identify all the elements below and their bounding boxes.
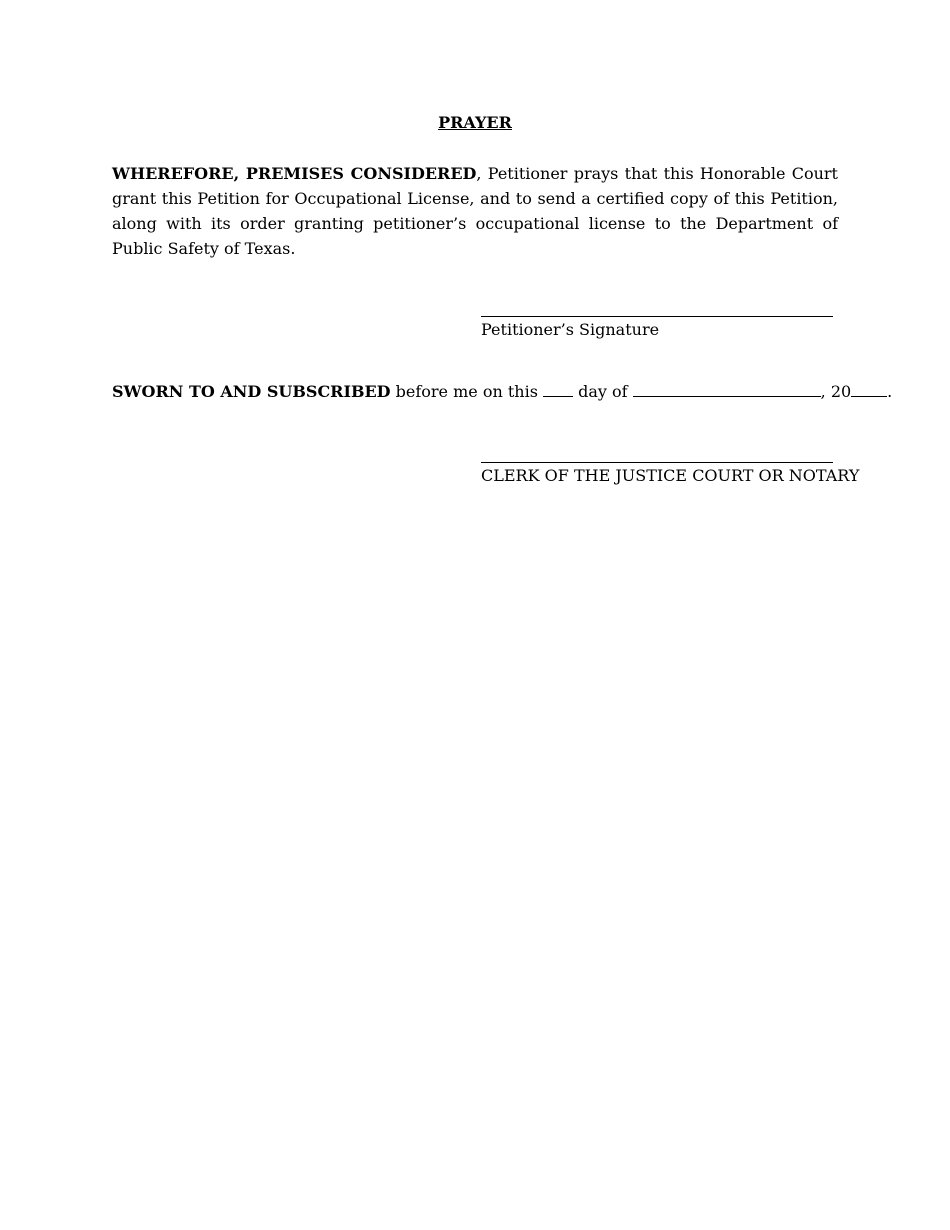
- sworn-lead-bold: SWORN TO AND SUBSCRIBED: [112, 382, 391, 401]
- petitioner-signature-line[interactable]: [481, 316, 833, 317]
- prayer-body: , Petitioner prays that this Honorable Court grant this Petition for Occupational License, and to send a certified copy of this Petition, along with its order granting petitioner’s occupational license to the Department of Public Safety of Texas.: [112, 164, 838, 258]
- clerk-signature-block: [481, 462, 860, 487]
- page-title: PRAYER: [438, 113, 512, 132]
- clerk-signature-line[interactable]: [481, 462, 833, 463]
- sworn-year-prefix: , 20: [820, 382, 852, 401]
- year-blank-field[interactable]: [851, 382, 887, 397]
- month-blank-field[interactable]: [633, 382, 821, 397]
- sworn-statement: [112, 380, 893, 404]
- sworn-day-of-text: day of: [573, 382, 633, 401]
- clerk-signature-caption: CLERK OF THE JUSTICE COURT OR NOTARY: [481, 466, 860, 485]
- prayer-lead-bold: WHEREFORE, PREMISES CONSIDERED: [112, 164, 477, 183]
- petitioner-signature-block: [481, 316, 837, 341]
- petitioner-signature-caption: Petitioner’s Signature: [481, 320, 660, 339]
- sworn-before-text: before me on this: [390, 382, 543, 401]
- sworn-end: .: [887, 382, 893, 401]
- prayer-paragraph: [112, 161, 838, 261]
- day-blank-field[interactable]: [543, 382, 573, 397]
